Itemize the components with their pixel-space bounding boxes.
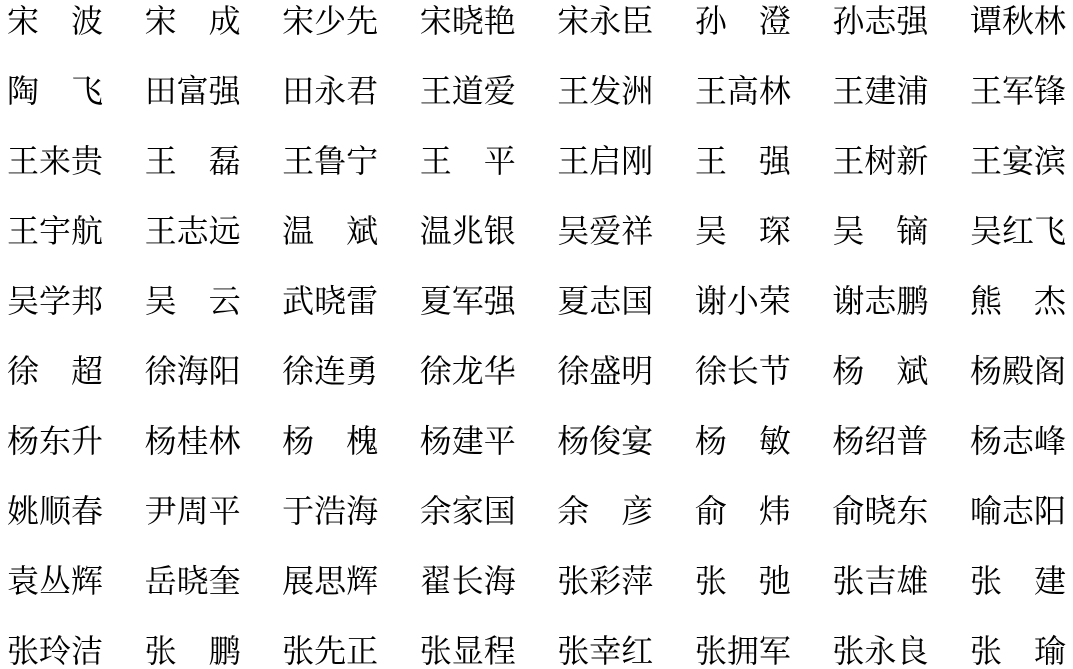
person-name: 杨俊宴 [557, 423, 654, 459]
person-name: 宋永臣 [557, 3, 654, 39]
person-name: 余家国 [419, 493, 516, 529]
person-name: 杨 槐 [282, 423, 379, 459]
person-name: 吴学邦 [7, 283, 104, 319]
person-name: 徐连勇 [282, 353, 379, 389]
name-row [0, 126, 1073, 196]
person-name: 张玲洁 [7, 633, 104, 669]
name-row [0, 476, 1073, 546]
person-name: 王 平 [419, 143, 516, 179]
name-row [0, 56, 1073, 126]
person-name: 杨 敏 [694, 423, 791, 459]
person-name: 徐海阳 [144, 353, 241, 389]
person-name: 张 瑜 [969, 633, 1066, 669]
person-name: 张 鹏 [144, 633, 241, 669]
name-row [0, 616, 1073, 669]
person-name: 王启刚 [557, 143, 654, 179]
person-name: 徐盛明 [557, 353, 654, 389]
person-name: 杨 斌 [832, 353, 929, 389]
person-name: 宋 波 [7, 3, 104, 39]
person-name: 王建浦 [832, 73, 929, 109]
person-name: 张吉雄 [832, 563, 929, 599]
person-name: 杨绍普 [832, 423, 929, 459]
person-name: 张拥军 [694, 633, 791, 669]
person-name: 陶 飞 [7, 73, 104, 109]
person-name: 王道爱 [419, 73, 516, 109]
person-name: 于浩海 [282, 493, 379, 529]
person-name: 张 弛 [694, 563, 791, 599]
person-name: 杨桂林 [144, 423, 241, 459]
person-name: 谢志鹏 [832, 283, 929, 319]
person-name: 徐龙华 [419, 353, 516, 389]
person-name: 武晓雷 [282, 283, 379, 319]
person-name: 俞 炜 [694, 493, 791, 529]
person-name: 吴 云 [144, 283, 241, 319]
person-name: 田富强 [144, 73, 241, 109]
person-name: 孙 澄 [694, 3, 791, 39]
person-name: 宋 成 [144, 3, 241, 39]
person-name: 熊 杰 [969, 283, 1066, 319]
person-name: 王来贵 [7, 143, 104, 179]
person-name: 展思辉 [282, 563, 379, 599]
person-name: 张显程 [419, 633, 516, 669]
person-name: 翟长海 [419, 563, 516, 599]
person-name: 杨建平 [419, 423, 516, 459]
person-name: 吴 镝 [832, 213, 929, 249]
name-row [0, 546, 1073, 616]
person-name: 宋少先 [282, 3, 379, 39]
person-name: 徐 超 [7, 353, 104, 389]
person-name: 宋晓艳 [419, 3, 516, 39]
person-name: 喻志阳 [969, 493, 1066, 529]
person-name: 俞晓东 [832, 493, 929, 529]
person-name: 徐长节 [694, 353, 791, 389]
person-name: 张彩萍 [557, 563, 654, 599]
name-row [0, 0, 1073, 56]
person-name: 岳晓奎 [144, 563, 241, 599]
name-row [0, 406, 1073, 476]
person-name: 王鲁宁 [282, 143, 379, 179]
person-name: 谢小荣 [694, 283, 791, 319]
person-name: 吴爱祥 [557, 213, 654, 249]
person-name: 王发洲 [557, 73, 654, 109]
person-name: 吴红飞 [969, 213, 1066, 249]
person-name: 孙志强 [832, 3, 929, 39]
person-name: 杨志峰 [969, 423, 1066, 459]
person-name: 余 彦 [557, 493, 654, 529]
person-name: 王志远 [144, 213, 241, 249]
person-name: 杨东升 [7, 423, 104, 459]
name-row [0, 266, 1073, 336]
person-name: 袁丛辉 [7, 563, 104, 599]
person-name: 王宴滨 [969, 143, 1066, 179]
person-name: 吴 琛 [694, 213, 791, 249]
person-name: 姚顺春 [7, 493, 104, 529]
person-name: 夏志国 [557, 283, 654, 319]
person-name: 夏军强 [419, 283, 516, 319]
person-name: 杨殿阁 [969, 353, 1066, 389]
person-name: 田永君 [282, 73, 379, 109]
person-name: 王 磊 [144, 143, 241, 179]
person-name: 张 建 [969, 563, 1066, 599]
person-name: 谭秋林 [969, 3, 1066, 39]
name-row [0, 336, 1073, 406]
person-name: 王军锋 [969, 73, 1066, 109]
person-name: 温兆银 [419, 213, 516, 249]
person-name: 张先正 [282, 633, 379, 669]
person-name: 王 强 [694, 143, 791, 179]
person-name: 尹周平 [144, 493, 241, 529]
person-name: 王宇航 [7, 213, 104, 249]
person-name: 王高林 [694, 73, 791, 109]
person-name: 张幸红 [557, 633, 654, 669]
person-name: 张永良 [832, 633, 929, 669]
person-name: 温 斌 [282, 213, 379, 249]
person-name: 王树新 [832, 143, 929, 179]
name-row [0, 196, 1073, 266]
